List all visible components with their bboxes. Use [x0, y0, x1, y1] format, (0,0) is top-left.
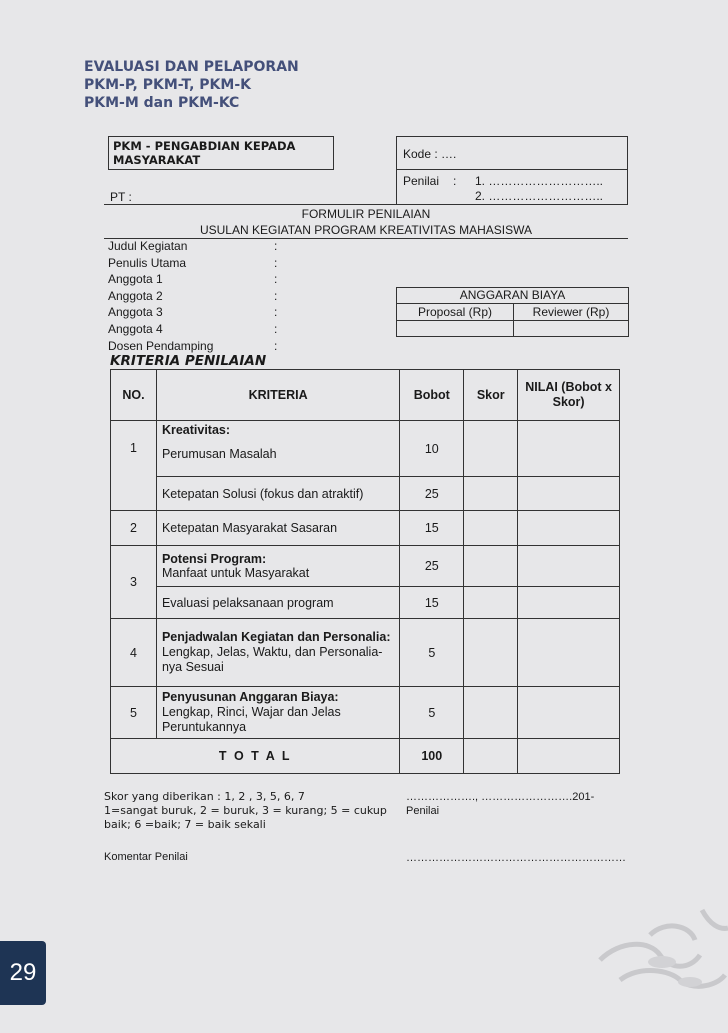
field-anggota1: Anggota 1 — [108, 272, 163, 286]
row5-bobot: 5 — [400, 687, 464, 739]
penilai-sign-label: Penilai — [406, 805, 440, 817]
kode-label: Kode : …. — [403, 147, 457, 161]
th-kriteria: KRITERIA — [156, 370, 399, 421]
row4-nilai[interactable] — [518, 619, 620, 687]
budget-title: ANGGARAN BIAYA — [459, 288, 566, 302]
th-skor: Skor — [464, 370, 518, 421]
section-header — [84, 58, 299, 112]
batik-cloud-icon — [590, 900, 728, 1000]
row3a-text: Manfaat untuk Masyarakat — [161, 566, 310, 580]
row1-head: Kreativitas: — [161, 423, 231, 437]
row1b-text: Ketepatan Solusi (fokus dan atraktif) — [156, 477, 399, 511]
row1a-text: Perumusan Masalah — [161, 447, 277, 461]
penilai-1: 1. ……………………….. — [475, 174, 604, 188]
penilai-2: 2. ……………………….. — [475, 189, 604, 203]
row3a-skor[interactable] — [464, 546, 518, 587]
row2-bobot: 15 — [400, 511, 464, 546]
program-title-box — [108, 136, 334, 170]
skor-line-2: 1=sangat buruk, 2 = buruk, 3 = kurang; 5 = cukup — [104, 804, 387, 817]
field-judul: Judul Kegiatan — [108, 239, 188, 253]
field-judul-colon: : — [274, 239, 278, 253]
row4-bobot: 5 — [400, 619, 464, 687]
page-number: 29 — [9, 959, 37, 986]
table-row — [111, 421, 620, 477]
row5-nilai[interactable] — [518, 687, 620, 739]
total-nilai[interactable] — [518, 739, 620, 774]
komentar-line: …………………………………………………… — [406, 852, 626, 864]
row3a-nilai[interactable] — [518, 546, 620, 587]
row3b-skor[interactable] — [464, 587, 518, 619]
total-label: T O T A L — [111, 739, 400, 774]
criteria-table — [110, 369, 620, 774]
budget-proposal-value — [396, 320, 514, 337]
field-dosen-colon: : — [274, 339, 278, 353]
row4-text: Lengkap, Jelas, Waktu, dan Personalia-nya Sesuai — [161, 645, 383, 674]
row4-skor[interactable] — [464, 619, 518, 687]
komentar-label: Komentar Penilai — [104, 851, 188, 863]
field-anggota1-colon: : — [274, 272, 278, 286]
table-header-row — [111, 370, 620, 421]
row2-text: Ketepatan Masyarakat Sasaran — [156, 511, 399, 546]
budget-reviewer-head — [513, 303, 629, 321]
row1a-nilai[interactable] — [518, 421, 620, 477]
table-row — [111, 477, 620, 511]
row3-no: 3 — [111, 546, 157, 619]
row2-nilai[interactable] — [518, 511, 620, 546]
row4-head: Penjadwalan Kegiatan dan Personalia: — [161, 630, 391, 644]
row2-no: 2 — [111, 511, 157, 546]
field-dosen: Dosen Pendamping — [108, 339, 214, 353]
row4-no: 4 — [111, 619, 157, 687]
budget-proposal-label: Proposal (Rp) — [417, 305, 493, 319]
skor-legend — [104, 790, 387, 832]
field-anggota4-colon: : — [274, 322, 278, 336]
row3b-nilai[interactable] — [518, 587, 620, 619]
table-row — [111, 511, 620, 546]
row1b-bobot: 25 — [400, 477, 464, 511]
row5-head: Penyusunan Anggaran Biaya: — [161, 690, 339, 704]
field-penulis: Penulis Utama — [108, 256, 187, 270]
field-anggota3: Anggota 3 — [108, 305, 163, 319]
row3a-bobot: 25 — [400, 546, 464, 587]
header-line-3: PKM-M dan PKM-KC — [84, 95, 240, 111]
field-anggota4: Anggota 4 — [108, 322, 163, 336]
field-anggota2-colon: : — [274, 289, 278, 303]
program-title: PKM - PENGABDIAN KEPADA MASYARAKAT — [113, 139, 296, 167]
header-line-2: PKM-P, PKM-T, PKM-K — [84, 77, 251, 93]
th-bobot: Bobot — [400, 370, 464, 421]
th-no: NO. — [111, 370, 157, 421]
penilai-colon: : — [453, 174, 457, 188]
row5-kriteria — [156, 687, 399, 739]
row5-skor[interactable] — [464, 687, 518, 739]
budget-reviewer-label: Reviewer (Rp) — [532, 305, 610, 319]
field-anggota3-colon: : — [274, 305, 278, 319]
criteria-heading: KRITERIA PENILAIAN — [110, 353, 267, 369]
budget-reviewer-value — [513, 320, 629, 337]
row1a-skor[interactable] — [464, 421, 518, 477]
field-anggota2: Anggota 2 — [108, 289, 163, 303]
table-row — [111, 687, 620, 739]
row3-head: Potensi Program: — [161, 552, 267, 566]
row1a-bobot: 10 — [400, 421, 464, 477]
total-bobot: 100 — [400, 739, 464, 774]
th-nilai: NILAI (Bobot x Skor) — [518, 370, 620, 421]
pt-label: PT : — [110, 190, 132, 204]
table-row — [111, 587, 620, 619]
skor-line-1: Skor yang diberikan : 1, 2 , 3, 5, 6, 7 — [104, 790, 305, 803]
total-row — [111, 739, 620, 774]
row1b-nilai[interactable] — [518, 477, 620, 511]
date-line: ………………., …………………….201- — [406, 791, 595, 803]
row1-no: 1 — [111, 421, 157, 511]
budget-title-cell — [396, 287, 629, 304]
row1a-kriteria — [156, 421, 399, 477]
row3b-bobot: 15 — [400, 587, 464, 619]
row5-no: 5 — [111, 687, 157, 739]
row5-text: Lengkap, Rinci, Wajar dan Jelas Peruntukannya — [161, 705, 341, 734]
form-title-1: FORMULIR PENILAIAN — [301, 207, 431, 221]
penilai-label: Penilai — [403, 174, 440, 188]
row1b-skor[interactable] — [464, 477, 518, 511]
row3a-kriteria — [156, 546, 399, 587]
table-row — [111, 546, 620, 587]
field-penulis-colon: : — [274, 256, 278, 270]
row4-kriteria — [156, 619, 399, 687]
total-skor[interactable] — [464, 739, 518, 774]
table-row — [111, 619, 620, 687]
page-number-badge — [0, 941, 46, 1005]
row2-skor[interactable] — [464, 511, 518, 546]
form-title-2: USULAN KEGIATAN PROGRAM KREATIVITAS MAHASISWA — [199, 223, 533, 237]
penilai-box — [396, 169, 628, 205]
kode-box — [396, 136, 628, 170]
skor-line-3: baik; 6 =baik; 7 = baik sekali — [104, 818, 266, 831]
budget-proposal-head — [396, 303, 514, 321]
row3b-text: Evaluasi pelaksanaan program — [156, 587, 399, 619]
header-line-1: EVALUASI DAN PELAPORAN — [84, 59, 299, 75]
